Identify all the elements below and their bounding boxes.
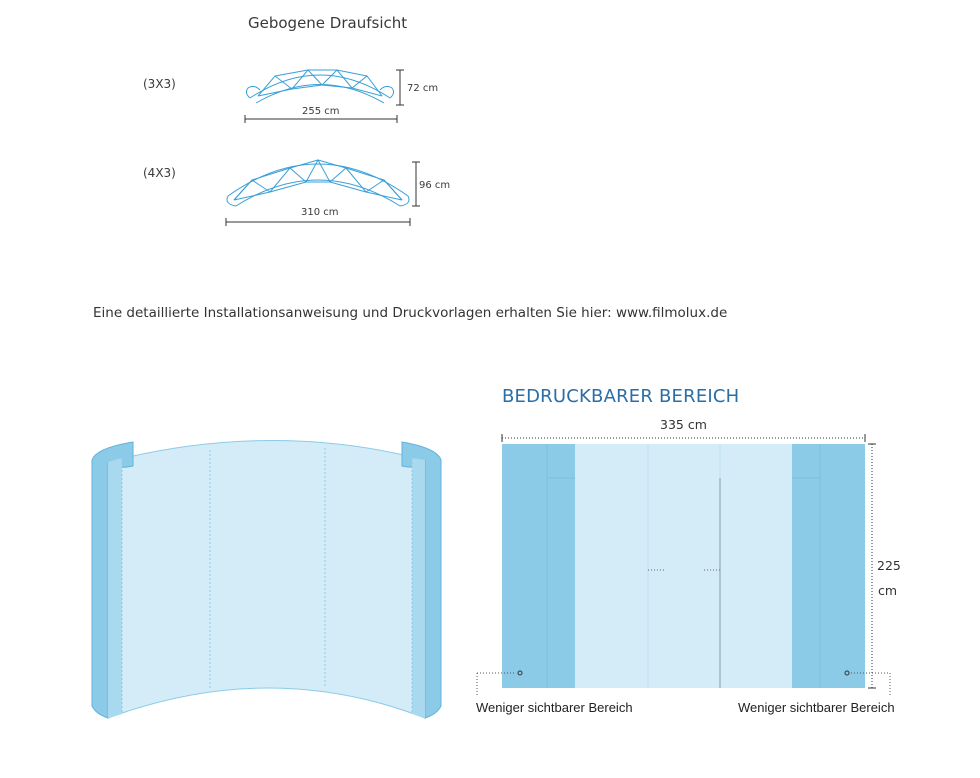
config-4x3-depth: 96 cm [419, 180, 451, 191]
config-4x3-width: 310 cm [301, 207, 339, 218]
config-4x3-label: (4X3) [143, 166, 176, 180]
printable-area-layout [477, 434, 890, 696]
less-visible-right-label: Weniger sichtbarer Bereich [738, 700, 895, 715]
top-view-4x3-truss [227, 160, 409, 206]
print-area-height-value: 225 [877, 558, 901, 573]
curved-wall-illustration [92, 440, 441, 718]
config-3x3-label: (3X3) [143, 77, 176, 91]
top-view-3x3-truss [246, 70, 393, 103]
less-visible-left-label: Weniger sichtbarer Bereich [476, 700, 633, 715]
print-area-width: 335 cm [660, 417, 707, 432]
print-area-heading: BEDRUCKBARER BEREICH [502, 386, 740, 407]
config-3x3-width: 255 cm [302, 106, 340, 117]
installation-info-text: Eine detaillierte Installationsanweisung und Druckvorlagen erhalten Sie hier: www.filmolux.de [93, 305, 728, 321]
top-view-4x3-dimensions [226, 162, 420, 226]
top-view-title: Gebogene Draufsicht [248, 14, 408, 32]
print-area-height-unit: cm [878, 583, 898, 598]
config-3x3-depth: 72 cm [407, 83, 439, 94]
